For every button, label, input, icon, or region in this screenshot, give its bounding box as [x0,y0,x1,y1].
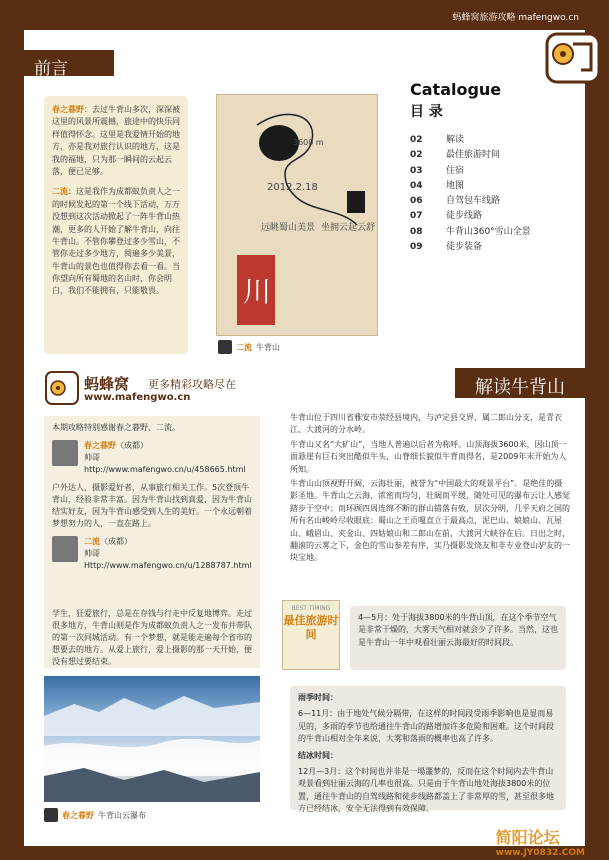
intro-paragraph-1 [52,104,180,178]
catalogue-title-zh: 目 录 [410,104,443,120]
user2-gender: 帅哥 [84,549,100,558]
catalogue-page: 07 [410,211,423,222]
intro-author-1: 春之暮野 [52,105,84,114]
catalogue-label: 最佳旅游时间 [446,150,501,161]
paper-line-3: 远眺蜀山美景 [261,223,316,233]
promo-url-link[interactable]: www.mafengwo.cn [84,392,191,403]
catalogue-page: 02 [410,135,423,145]
photo1-caption-text: 牛背山 [256,342,280,352]
brand-text: 蚂蜂窝旅游攻略 mafengwo.cn [452,13,579,23]
paper-line-1: 3600 m [293,138,324,147]
photo2-caption-author: 春之暮野 [62,810,94,820]
catalogue-page: 03 [410,165,423,176]
camera-icon [218,340,232,354]
best-time-badge [282,600,340,670]
user2-name: 二流 [84,537,100,546]
best-time-badge-en: BEST TIMING [291,605,331,612]
mafengwo-logo-icon [541,30,603,86]
intro-text-2: ：这是我作为成都蚁负责人之一的时候发起的第一个线下活动，万万没想到这次活动掀起了一阵牛背山热潮，更多的人开始了解牛背山，向往牛背山。不管你攀登过多少雪山，不管你走过多少地方，阅遍多少美景，牛背山的景色也值得你去看一看。当你望向所有蜀地的名山时，你会明白，我们不能拥有，只能敬畏。 [52,187,180,296]
photo-summit-sign [216,94,378,336]
photo2-caption [44,808,146,822]
user1-name: 春之暮野 [84,441,116,450]
catalogue-item[interactable] [410,148,580,163]
catalogue [410,80,580,255]
catalogue-label: 地图 [446,180,465,191]
user1-gender: 帅哥 [84,453,100,462]
stamp-text: 川 [243,275,272,308]
summit-sign-image [217,95,378,336]
catalogue-item[interactable] [410,133,580,148]
catalogue-label: 自驾包车线路 [446,196,501,207]
catalogue-label: 徒步装备 [446,242,483,253]
left-border [0,30,24,860]
description-paragraph: 牛背山位于四川省雅安市荥经县境内，与泸定县交界，属二郎山分支，是青衣江、大渡河的分水岭。 [290,413,562,435]
watermark-title: 简阳论坛 [495,828,560,847]
section-title-interpretation: 解读牛背山 [455,368,585,398]
catalogue-item[interactable] [410,164,580,179]
user-card-1 [52,440,252,476]
user2-bio: 学生，狂爱旅行，总是在存钱与行走中反复地博弈。走过很多地方，牛背山则是作为成都蚁负责人之一发布并带队的第一次同城活动。有一个梦想，就是能走遍每个省市的想要去的地方。从爱上旅行，爱上摄影的那一天开始，便没有想过要结束。 [52,609,252,666]
right-border [585,30,609,860]
catalogue-item[interactable] [410,240,580,255]
cloud-waterfall-image [44,676,260,802]
description-paragraph: 牛背山又名“大矿山”，当地人普遍以后者为称呼。山顶海拔3600米，因山顶一面悬崖有巨石突出酷似牛头，山脊细长貌似牛背而得名，是2009年末开始为人所知。 [290,439,567,474]
user2-profile-link[interactable]: Http://www.mafengwo.cn/u/1288787.html [84,561,252,570]
forum-watermark [496,825,585,858]
top-bar [0,0,609,30]
mafengwo-small-logo-icon [44,370,80,406]
user1-profile-link[interactable]: http://www.mafengwo.cn/u/458665.html [84,465,246,474]
photo-cloud-waterfall [44,676,260,802]
intro-box [44,96,188,354]
catalogue-item[interactable] [410,179,580,194]
best-time-badge-text: 最佳旅游时间 [283,614,339,642]
user1-bio: 户外达人，摄影爱好者，从事旅行相关工作。5次登顶牛背山，经验非常丰富。因为牛背山找到真爱，因为牛背山结实好友，因为牛背山感受到人生的美好。一个永远朝着梦想努力的人，一直在路上。 [52,483,252,528]
catalogue-item[interactable] [410,209,580,224]
watermark-url: www.JY0832.COM [495,848,585,858]
catalogue-label: 解读 [446,135,465,145]
freeze-season-label: 结冰时间： [298,750,338,760]
intro-paragraph-2 [52,186,180,298]
user-card-2 [52,536,252,572]
description-paragraph: 牛背山山顶视野开阔，云海壮丽，被誉为“中国最大的观景平台”。是绝佳的摄影圣地。牛背山之云海，浓密而均匀，壮阔而平缓，随处可见的瀑布云让人感觉踏步于空中；而环顾四周连绵不断的群山错落有致，层次分明，几乎天府之国的所有名山峻岭尽收眼底：蜀山之王贡嘎直立于最高点，泥巴山、娘娘山、瓦屋山、峨眉山、夹金山、四姑娘山和二郎山在前，大渡河大峡谷在后。日出之时，翻滚的云雾之下，金色的雪山参差有序，实乃摄影发烧友和非专业登山驴友的一块宝地。 [290,478,570,563]
avatar[interactable] [52,440,78,466]
user2-city: （成都） [100,537,132,546]
photo1-caption [218,340,280,354]
catalogue-title-en: Catalogue [410,80,502,99]
camera-icon [44,808,58,822]
catalogue-label: 牛背山360°雪山全景 [446,226,531,237]
thanks-title: 本期攻略特别感谢春之暮野、二流。 [52,423,180,432]
catalogue-label: 住宿 [446,165,465,176]
promo-brand-name: 蚂蜂窝 [84,375,130,393]
paper-line-4: 坐拥云起云舒 [321,223,376,233]
season-box [290,686,566,814]
catalogue-page: 08 [410,226,423,237]
mountain-description [290,412,570,567]
freeze-season-text: 12月—3月：这个时间也并非是一場噩梦的，反而在这个时间内去牛背山观景看到壮丽云海的几率也很高。只是由于牛背山地处海拔3800米的位置，通往牛背山的自驾线路和徒步线路都盖上了非常厚的雪，甚至很多地方已经结冰，安全无法得到有效保障。 [298,766,554,814]
promo-slogan: 更多精彩攻略尽在 [148,378,236,391]
intro-author-2: 二流 [52,187,68,197]
mafengwo-promo[interactable] [44,370,284,410]
photo2-caption-text: 牛背山云瀑布 [98,810,146,820]
rain-season-label: 雨季时间： [298,693,338,702]
best-time-box: 4—5月：处于海拔3800米的牛背山顶，在这个季节空气是非常干燥的，大雾天气相对就会少了许多。当然，这也是牛背山一年中观看壮丽云海最好的时间段。 [350,606,566,670]
photo1-caption-author: 二流 [236,342,252,352]
intro-text-1: ：去过牛背山多次，深深被这里的风景所震撼，旅途中的快乐同样值得怀念。这里是我爱情开始的地方，亦是我对旅行认识的地方，这是我的福地，只为那一瞬间的云起云落，便已足够。 [52,105,180,176]
paper-line-2: 2012.2.18 [267,182,318,193]
catalogue-page: 06 [410,196,423,207]
rain-season-text: 6—11月：由于地处气候分隔带，在这样的时间段受雨季影响也是显而易见的，多雨的季节也给通往牛背山的路增加许多危险和困难。这个时间段的牛背山相对全年来说，大雾和落雨的概率也高了许多。 [298,709,554,744]
catalogue-item[interactable] [410,225,580,240]
user1-city: （成都） [116,441,148,450]
section-title-preface: 前言 [24,50,114,76]
catalogue-page: 04 [410,180,423,191]
catalogue-item[interactable] [410,194,580,209]
avatar[interactable] [52,536,78,562]
catalogue-page: 02 [410,150,423,161]
catalogue-page: 09 [410,242,423,253]
catalogue-label: 徒步线路 [446,211,483,222]
